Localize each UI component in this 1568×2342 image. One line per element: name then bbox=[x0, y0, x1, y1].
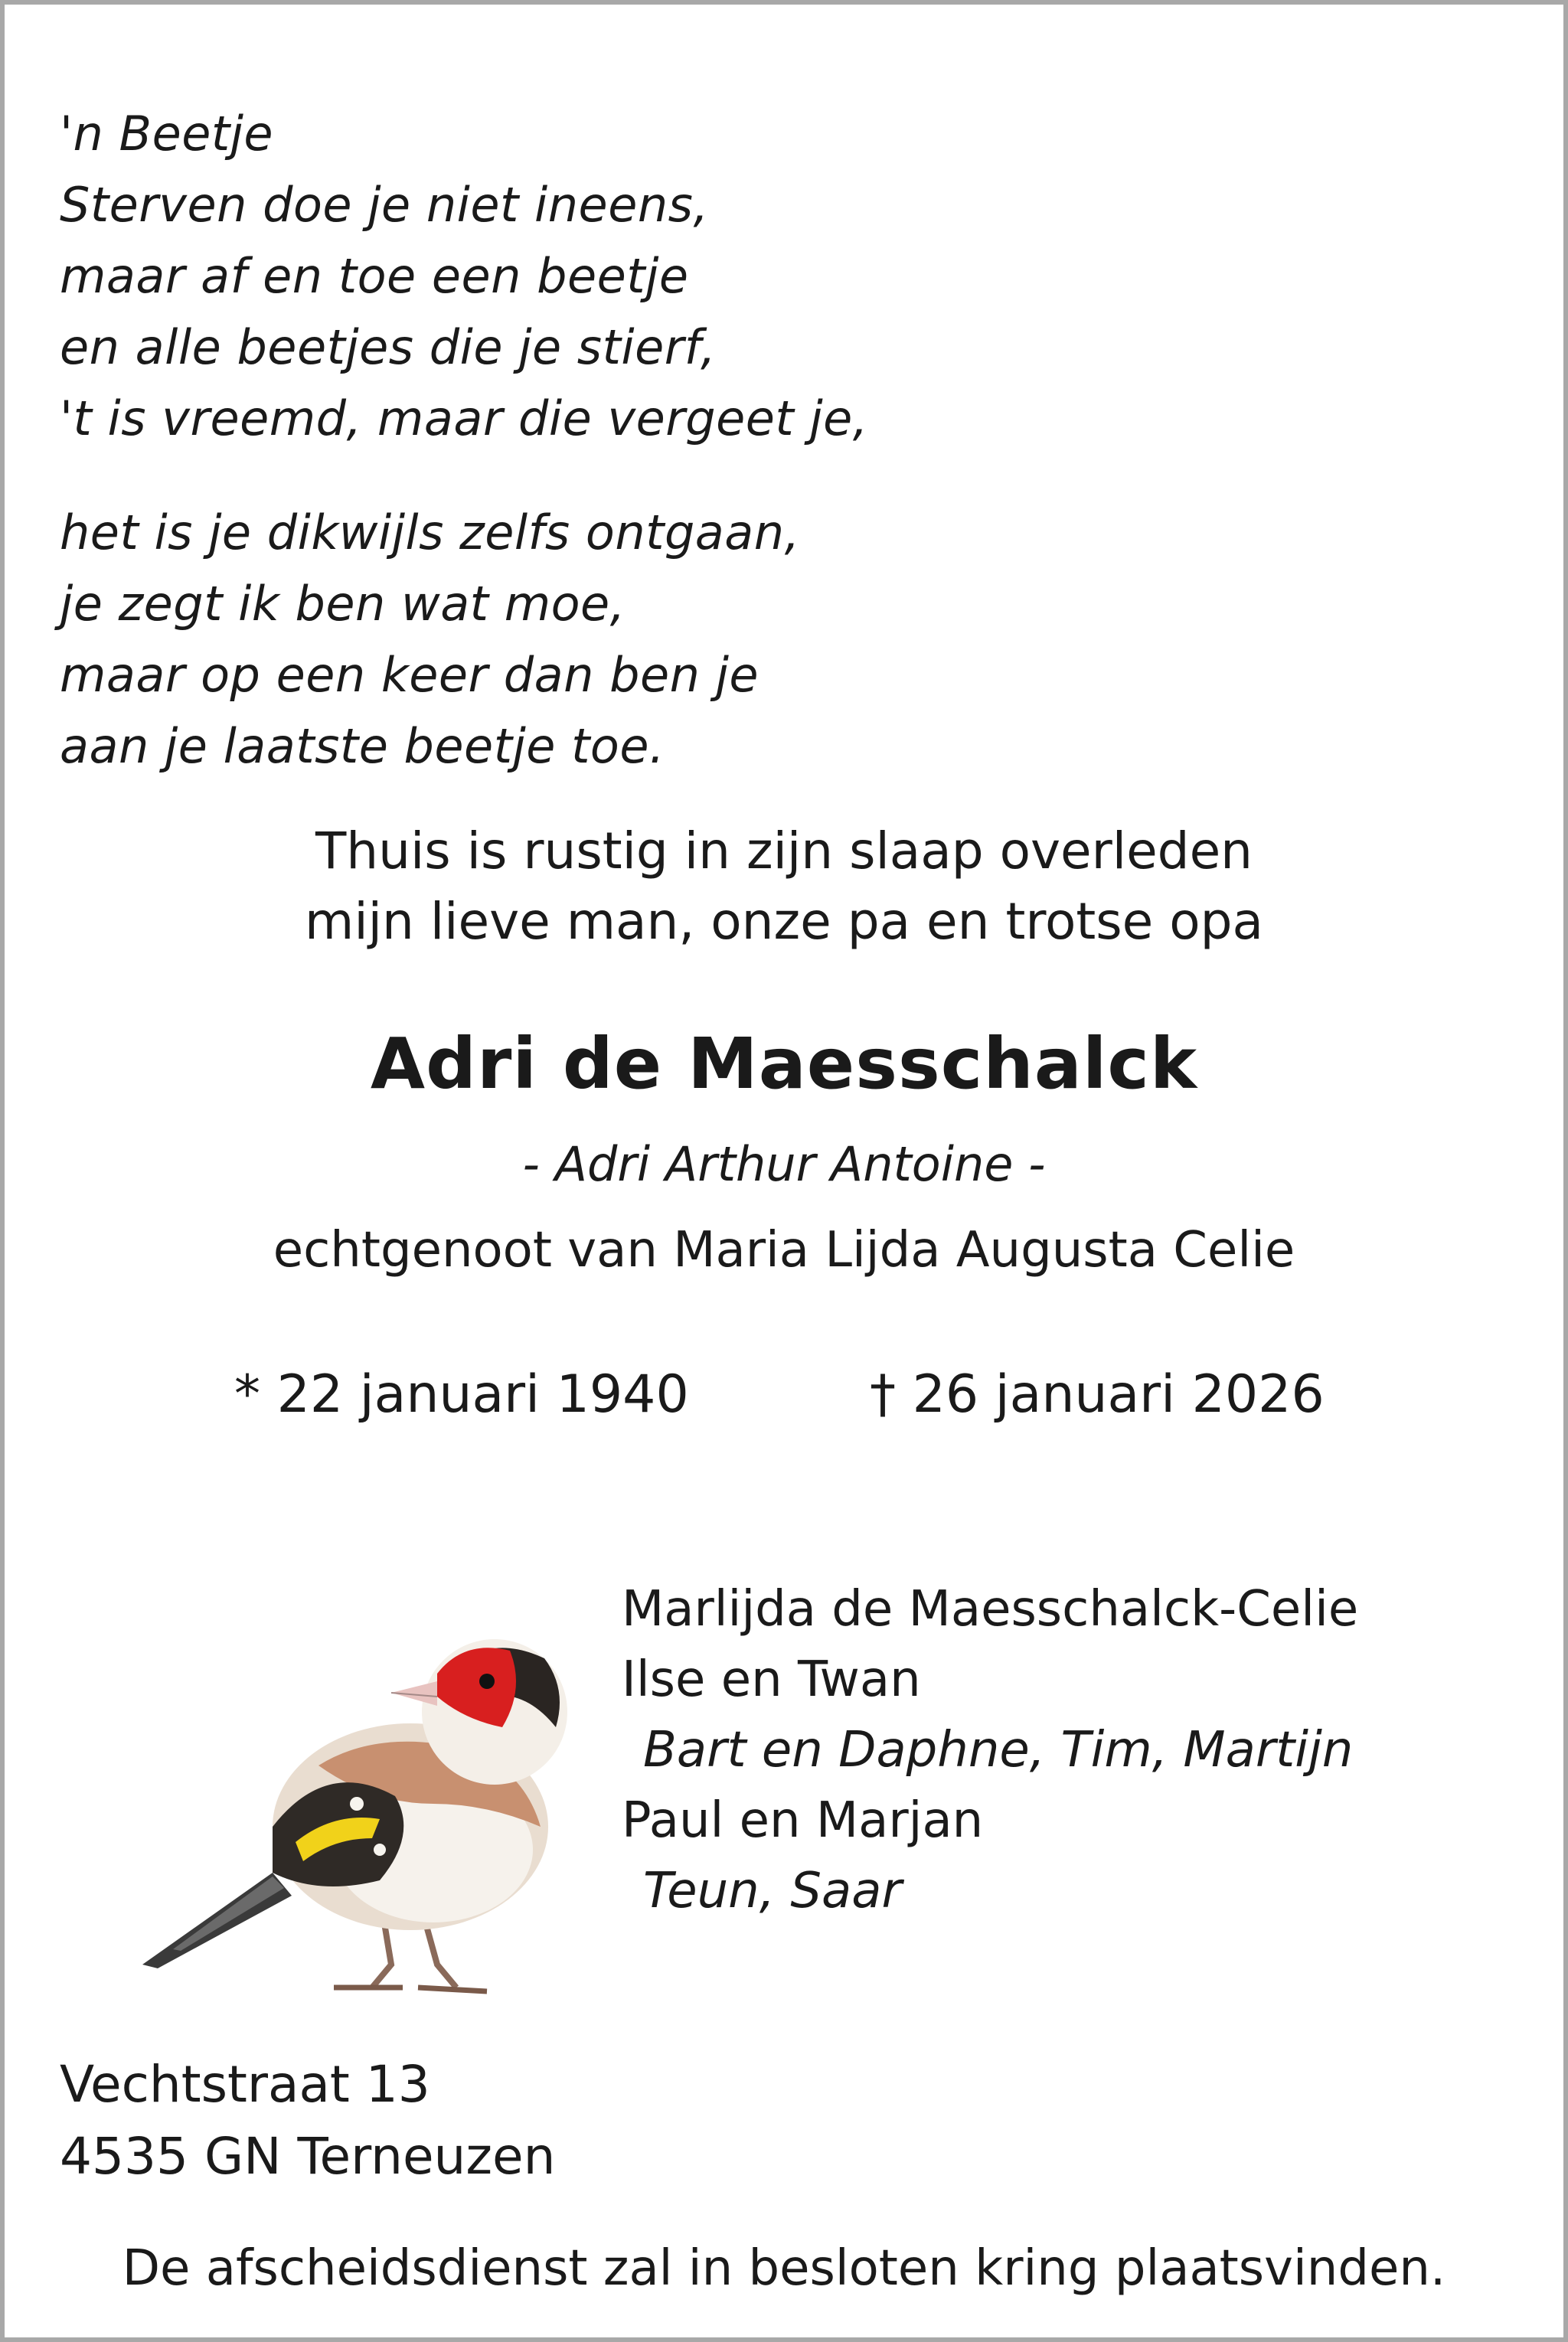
poem-title: 'n Beetje bbox=[60, 106, 274, 162]
poem-line: 't is vreemd, maar die vergeet je, bbox=[60, 390, 869, 446]
address-city: 4535 GN Terneuzen bbox=[60, 2127, 556, 2186]
service-notice: De afscheidsdienst zal in besloten kring plaatsvinden. bbox=[122, 2240, 1446, 2297]
intro-text bbox=[5, 816, 1563, 957]
poem-stanza-2 bbox=[60, 497, 800, 782]
intro-line: mijn lieve man, onze pa en trotse opa bbox=[305, 892, 1263, 951]
goldfinch-bird-icon bbox=[127, 1574, 586, 2018]
poem bbox=[60, 98, 868, 454]
poem-line: aan je laatste beetje toe. bbox=[60, 718, 665, 774]
child-names: Ilse en Twan bbox=[622, 1651, 921, 1708]
address-street: Vechtstraat 13 bbox=[60, 2055, 430, 2114]
poem-line: en alle beetjes die je stierf, bbox=[60, 319, 717, 375]
deceased-full-names: - Adri Arthur Antoine - bbox=[522, 1136, 1046, 1192]
deceased-name: Adri de Maesschalck bbox=[370, 1023, 1198, 1105]
grandchildren-names: Teun, Saar bbox=[643, 1863, 902, 1919]
poem-line: het is je dikwijls zelfs ontgaan, bbox=[60, 505, 800, 560]
partner-name: Marlijda de Maesschalck-Celie bbox=[622, 1581, 1359, 1638]
intro-line: Thuis is rustig in zijn slaap overleden bbox=[315, 821, 1253, 880]
child-names: Paul en Marjan bbox=[622, 1792, 984, 1849]
family-list bbox=[622, 1574, 1358, 1926]
death-date: † 26 januari 2026 bbox=[870, 1364, 1325, 1425]
poem-line: je zegt ik ben wat moe, bbox=[60, 576, 626, 632]
poem-line: Sterven doe je niet ineens, bbox=[60, 177, 709, 233]
poem-line: maar af en toe een beetje bbox=[60, 248, 689, 304]
birth-date: * 22 januari 1940 bbox=[234, 1364, 689, 1425]
address bbox=[60, 2049, 555, 2193]
spouse-line: echtgenoot van Maria Lijda Augusta Celie bbox=[273, 1222, 1295, 1279]
poem-line: maar op een keer dan ben je bbox=[60, 647, 759, 703]
grandchildren-names: Bart en Daphne, Tim, Martijn bbox=[643, 1722, 1354, 1779]
